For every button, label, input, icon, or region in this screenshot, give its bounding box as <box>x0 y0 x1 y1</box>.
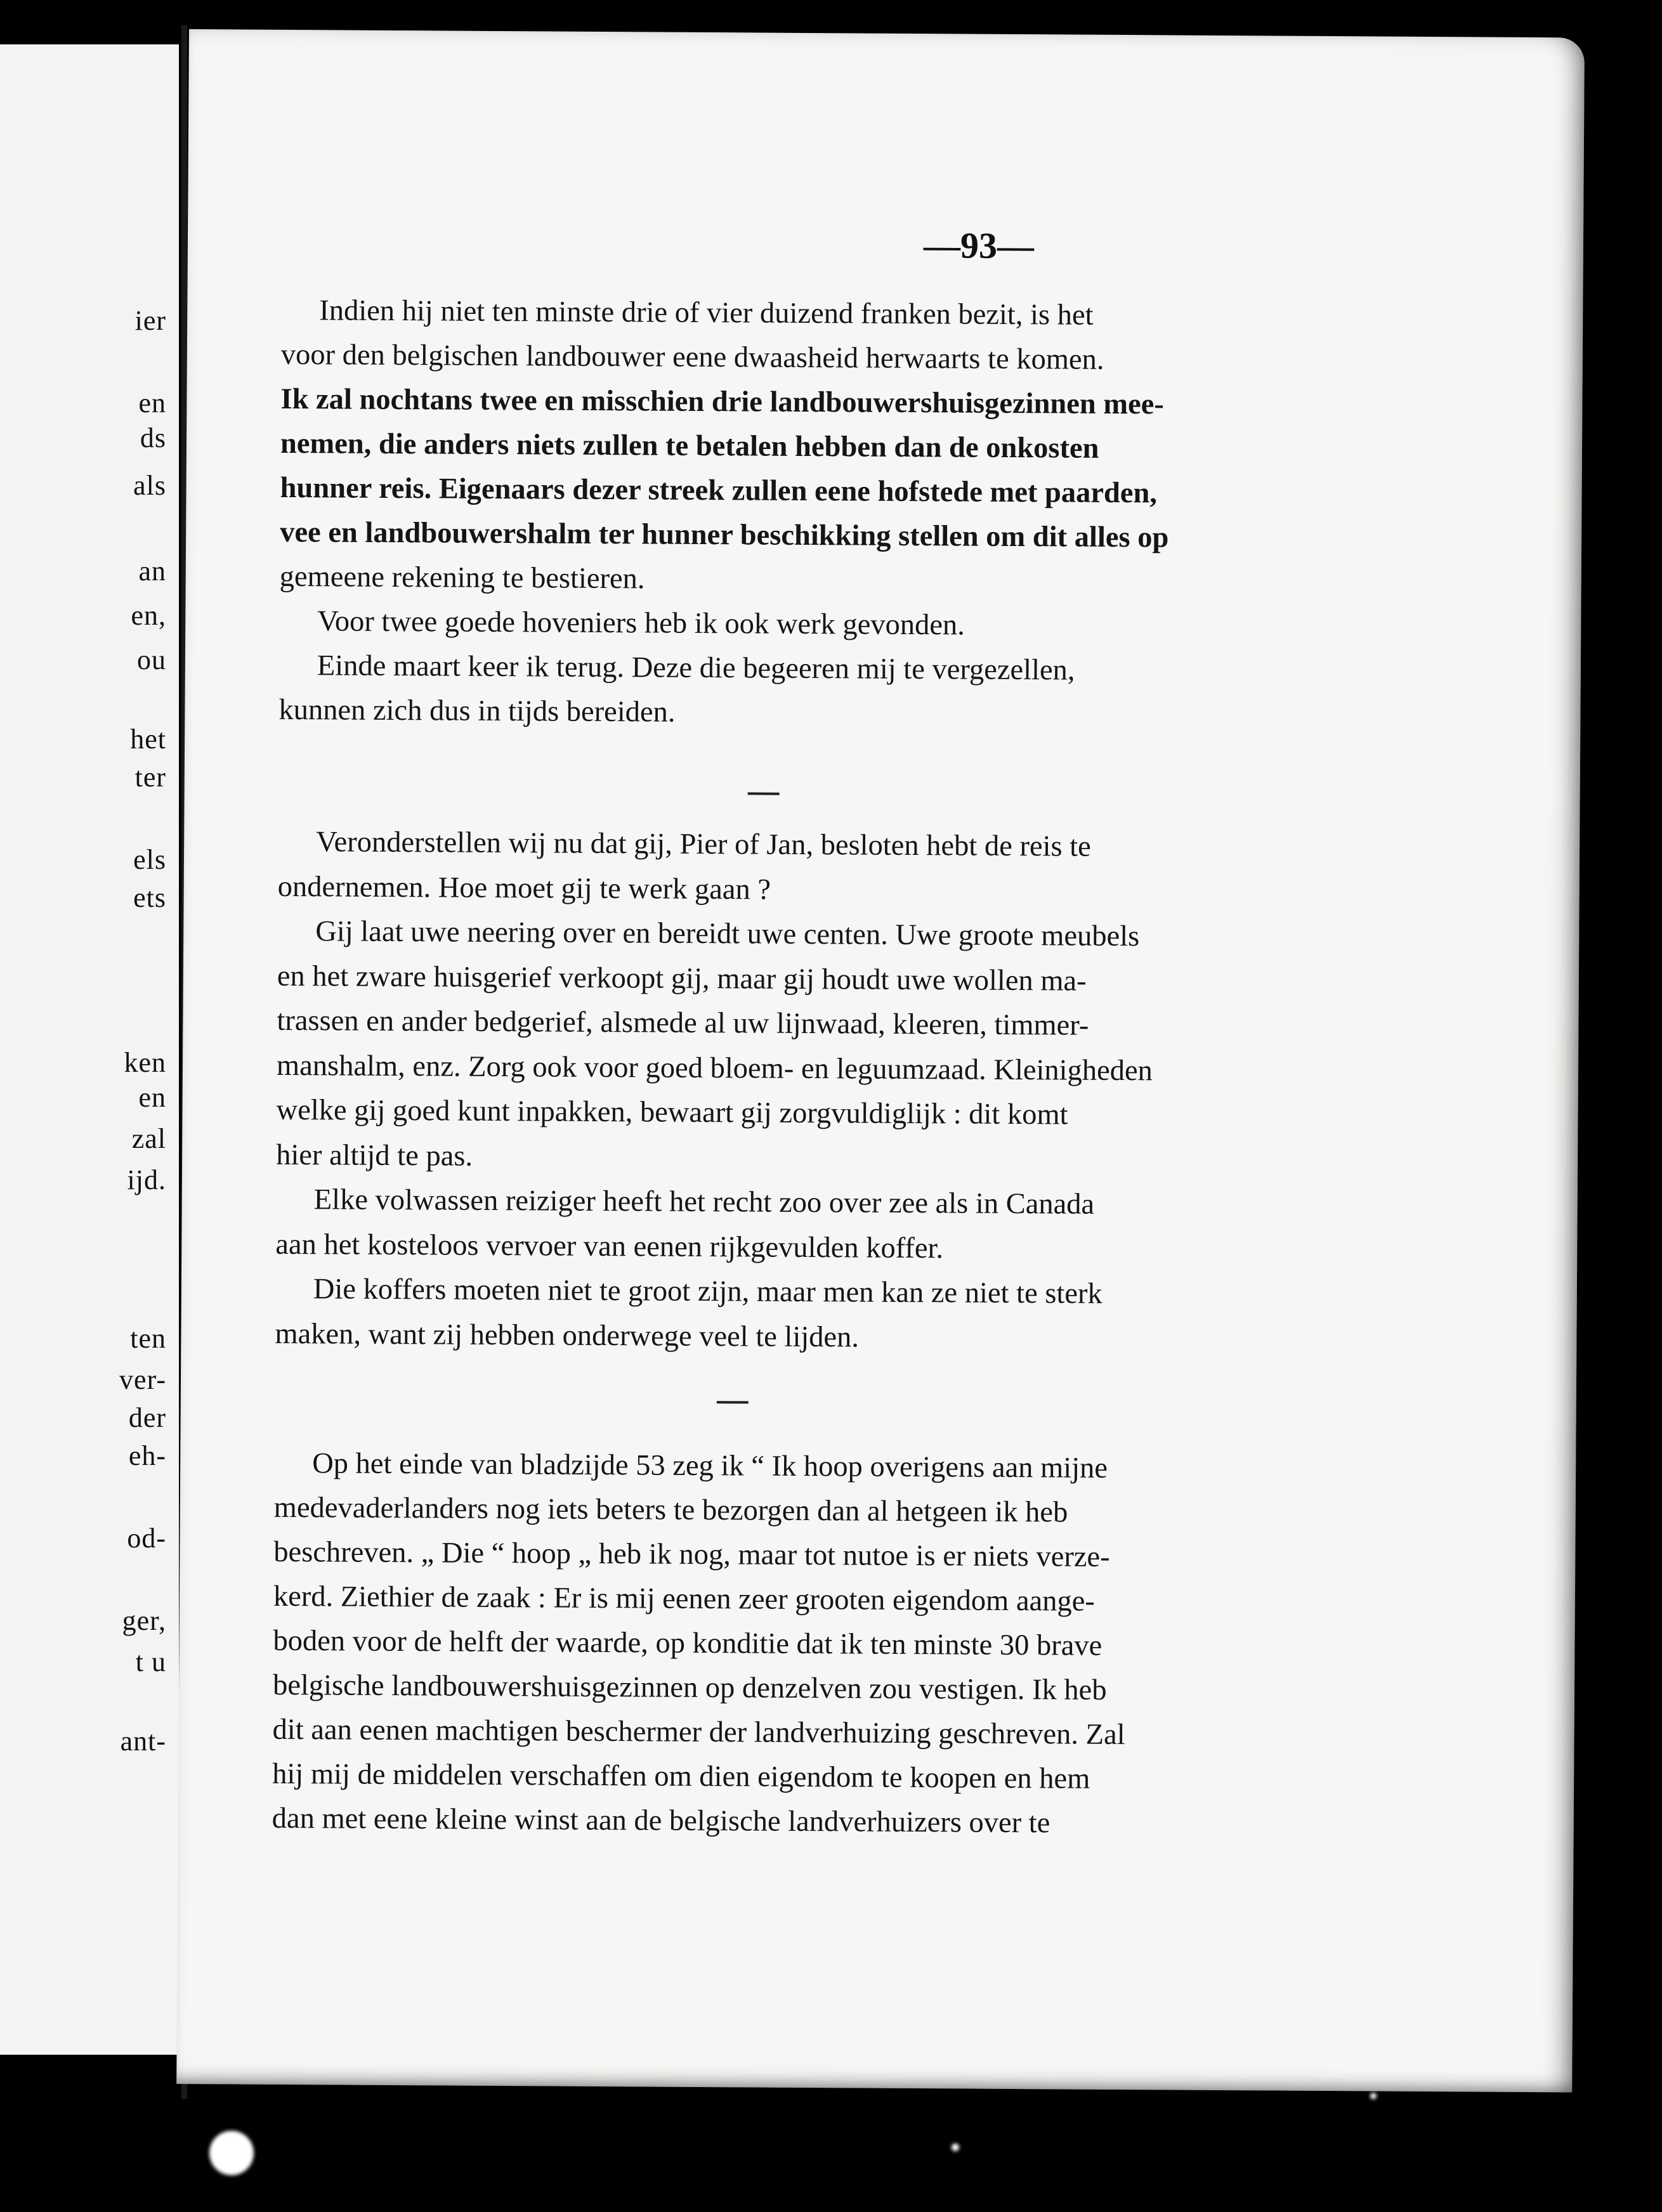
left-page-text-fragment: ter <box>134 762 166 793</box>
left-page-text-fragment: het <box>130 724 166 755</box>
left-page-text-fragment: ger, <box>122 1605 166 1636</box>
left-page-text-fragment: eh- <box>128 1440 166 1471</box>
left-page-text-fragment: ds <box>140 422 166 453</box>
text-line: gemeene rekening te bestieren. <box>279 560 645 595</box>
text-line: Elke volwassen reiziger heeft het recht zoo over zee als in Canada <box>313 1183 1095 1221</box>
text-line: boden voor de helft der waarde, op konditie dat ik ten minste 30 brave <box>273 1624 1103 1662</box>
text-line: beschreven. „ Die “ hoop „ heb ik nog, maar tot nutoe is er niets verze- <box>273 1535 1110 1573</box>
dust-speck <box>1370 2093 1377 2099</box>
left-page-text-fragment: der <box>128 1402 166 1433</box>
paragraph-block-property-offer <box>272 1447 1441 1840</box>
text-line: Op het einde van bladzijde 53 zeg ik “ Ik hoop overigens aan mijne <box>312 1447 1108 1485</box>
text-line: nemen, die anders niets zullen te betalen hebben dan de onkosten <box>280 427 1099 465</box>
text-line: hij mij de middelen verschaffen om dien eigendom te koopen en hem <box>272 1757 1090 1795</box>
text-line: aan het kosteloos vervoer van eenen rijkgevulden koffer. <box>275 1228 944 1265</box>
left-page-text-fragment: ets <box>133 882 166 913</box>
dust-speck <box>952 2144 959 2151</box>
left-page-text-fragment: en, <box>131 600 166 631</box>
left-page-text-fragment: ten <box>130 1323 166 1354</box>
left-page-text-fragment: ier <box>134 305 166 336</box>
dust-speck <box>209 2131 254 2175</box>
book-page <box>176 29 1585 2092</box>
text-line: ondernemen. Hoe moet gij te werk gaan ? <box>277 870 771 906</box>
left-page-text-fragment: ijd. <box>127 1164 166 1195</box>
section-separator <box>717 1401 749 1403</box>
paragraph-block-travel-preparation <box>275 826 1445 1353</box>
text-line: kunnen zich dus in tijds bereiden. <box>278 693 676 729</box>
text-line: Veronderstellen wij nu dat gij, Pier of Jan, besloten hebt de reis te <box>316 826 1091 863</box>
text-line: Gij laat uwe neering over en bereidt uwe centen. Uwe groote meubels <box>315 915 1140 953</box>
left-page-text-fragment: ant- <box>120 1726 166 1757</box>
left-page-text-fragment: zal <box>131 1123 166 1154</box>
text-line: voor den belgischen landbouwer eene dwaasheid herwaarts te komen. <box>280 338 1104 376</box>
left-page-text-fragment: en <box>138 1082 166 1113</box>
text-line: dan met eene kleine winst aan de belgische landverhuizers over te <box>272 1802 1050 1840</box>
left-page-text-fragment: ou <box>137 644 166 675</box>
text-line: vee en landbouwershalm ter hunner beschikking stellen om dit alles op <box>280 516 1169 554</box>
text-line: Indien hij niet ten minste drie of vier duizend franken bezit, is het <box>319 294 1094 332</box>
text-line: hunner reis. Eigenaars dezer streek zullen eene hofstede met paarden, <box>280 471 1158 510</box>
page-number: —93— <box>923 224 1035 267</box>
left-page-text-fragment: els <box>133 844 166 875</box>
text-line: dit aan eenen machtigen beschermer der landverhuizing geschreven. Zal <box>272 1713 1125 1752</box>
section-separator <box>748 792 780 795</box>
left-page-edge <box>0 44 179 2055</box>
text-line: Voor twee goede hoveniers heb ik ook werk gevonden. <box>317 605 965 642</box>
text-line: welke gij goed kunt inpakken, bewaart gij zorgvuldiglijk : dit komt <box>276 1093 1068 1131</box>
left-page-text-fragment: als <box>133 470 166 501</box>
text-line: Die koffers moeten niet te groot zijn, maar men kan ze niet te sterk <box>313 1273 1103 1310</box>
left-page-text-fragment: od- <box>127 1523 166 1554</box>
left-page-text-fragment: en <box>138 387 166 419</box>
text-line: belgische landbouwershuisgezinnen op denzelven zou vestigen. Ik heb <box>272 1669 1107 1707</box>
text-line: trassen en ander bedgerief, alsmede al uw lijnwaad, kleeren, timmer- <box>277 1004 1089 1042</box>
text-line: hier altijd te pas. <box>276 1138 473 1173</box>
text-line: Ik zal nochtans twee en misschien drie landbouwershuisgezinnen mee- <box>280 382 1165 421</box>
left-page-text-fragment: ver- <box>119 1364 166 1395</box>
paragraph-block-intro <box>278 294 1448 729</box>
left-page-text-fragment: t u <box>135 1646 166 1677</box>
text-line: Einde maart keer ik terug. Deze die begeeren mij te vergezellen, <box>317 649 1075 687</box>
text-line: kerd. Ziethier de zaak : Er is mij eenen zeer grooten eigendom aange- <box>273 1580 1095 1618</box>
text-line: en het zware huisgerief verkoopt gij, maar gij houdt uwe wollen ma- <box>277 960 1087 998</box>
text-line: maken, want zij hebben onderwege veel te lijden. <box>275 1317 860 1353</box>
left-page-text-fragment: ken <box>124 1047 166 1078</box>
text-line: manshalm, enz. Zorg ook voor goed bloem- en leguumzaad. Kleinigheden <box>276 1049 1153 1087</box>
text-line: medevaderlanders nog iets beters te bezorgen dan al hetgeen ik heb <box>273 1491 1068 1529</box>
left-page-text-fragment: an <box>138 556 166 587</box>
